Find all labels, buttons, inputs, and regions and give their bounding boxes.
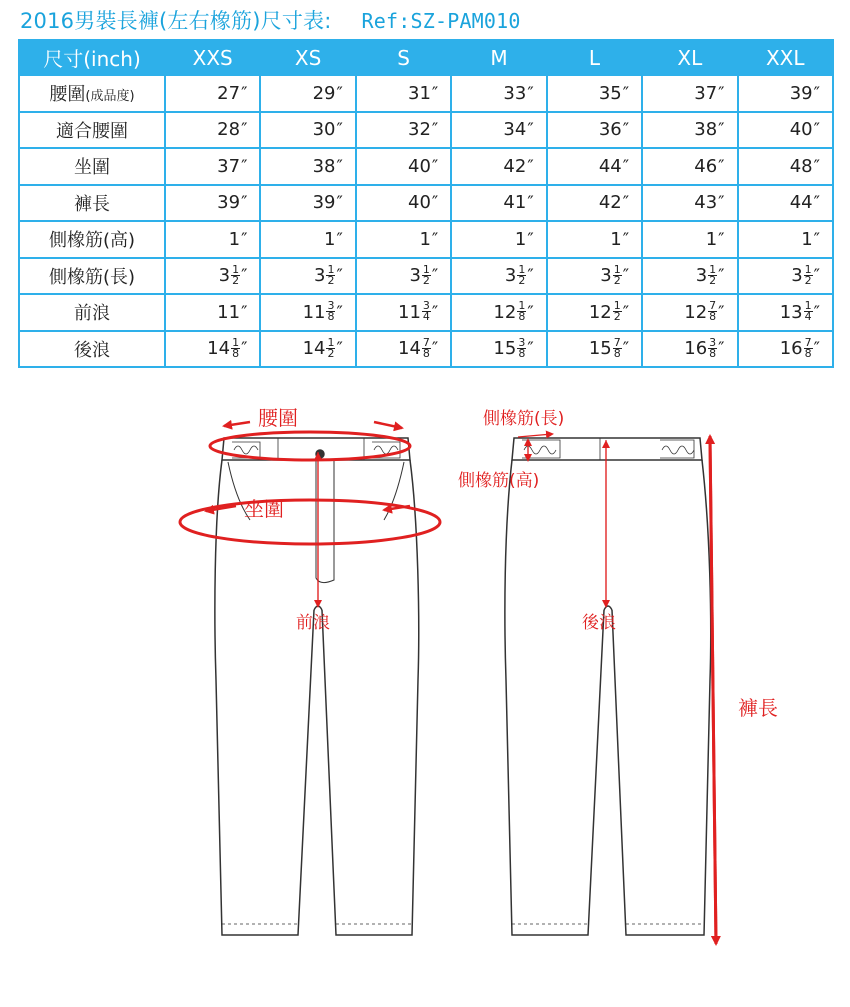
inch-mark: ″ — [718, 193, 725, 214]
cell-whole: 48 — [789, 155, 813, 177]
inch-mark: ″ — [336, 266, 343, 286]
table-cell — [738, 294, 833, 331]
inch-mark: ″ — [813, 83, 820, 104]
cell-whole: 11 — [302, 301, 326, 323]
fraction-numerator: 1 — [518, 262, 526, 276]
table-cell — [642, 148, 737, 185]
inch-mark: ″ — [336, 339, 343, 359]
cell-whole: 40 — [789, 119, 813, 141]
table-cell — [260, 75, 355, 112]
table-cell — [451, 294, 546, 331]
cell-whole: 39 — [312, 192, 336, 214]
cell-whole: 35 — [598, 82, 622, 104]
cell-whole: 27 — [217, 82, 241, 104]
cell-whole: 14 — [302, 338, 326, 359]
fraction-denominator: 8 — [613, 346, 621, 360]
table-cell — [165, 221, 260, 258]
cell-whole: 1 — [324, 228, 336, 250]
table-cell — [165, 258, 260, 295]
row-label — [19, 294, 165, 331]
table-row — [19, 294, 833, 331]
table-cell — [356, 185, 451, 222]
fraction-denominator: 4 — [804, 310, 812, 323]
table-row — [19, 185, 833, 222]
front-rise-label: 前浪 — [296, 613, 330, 633]
cell-fraction — [708, 262, 717, 287]
table-row — [19, 331, 833, 368]
fraction-numerator: 7 — [709, 299, 717, 312]
table-cell — [738, 148, 833, 185]
cell-fraction — [708, 301, 717, 322]
inch-mark: ″ — [241, 229, 248, 250]
inch-mark: ″ — [431, 229, 439, 250]
cell-fraction — [326, 301, 335, 322]
table-cell — [260, 221, 355, 258]
cell-whole: 42 — [503, 155, 527, 177]
inch-mark: ″ — [813, 120, 820, 141]
row-label — [19, 185, 165, 222]
row-label-text: 前浪 — [74, 303, 110, 325]
table-cell — [165, 294, 260, 331]
fraction-numerator: 1 — [613, 262, 621, 276]
cell-whole: 12 — [493, 301, 517, 323]
cell-whole: 13 — [779, 301, 803, 323]
fraction-numerator: 3 — [709, 335, 717, 349]
cell-whole: 12 — [684, 301, 708, 323]
cell-whole: 41 — [503, 192, 527, 214]
inch-mark: ″ — [813, 193, 820, 214]
cell-fraction — [422, 335, 431, 360]
cell-whole: 32 — [408, 119, 431, 141]
inch-mark: ″ — [241, 120, 248, 141]
table-body — [19, 75, 833, 367]
cell-fraction — [804, 262, 813, 287]
side-elastic-length-line — [518, 434, 552, 437]
cell-whole: 1 — [610, 228, 622, 250]
table-cell — [642, 294, 737, 331]
table-cell — [642, 221, 737, 258]
cell-whole: 30 — [312, 119, 336, 141]
table-cell — [356, 331, 451, 368]
table-cell — [738, 221, 833, 258]
fraction-denominator: 2 — [232, 273, 240, 287]
cell-fraction — [326, 262, 335, 287]
cell-whole: 3 — [218, 265, 231, 286]
cell-whole: 36 — [598, 119, 622, 141]
table-cell — [165, 185, 260, 222]
table-cell — [738, 258, 833, 295]
table-cell — [260, 148, 355, 185]
title-text: 2016男裝長褲(左右橡筋)尺寸表: — [20, 9, 332, 33]
table-cell — [356, 148, 451, 185]
cell-whole: 1 — [419, 228, 431, 250]
cell-whole: 16 — [684, 338, 708, 359]
fraction-denominator: 2 — [327, 346, 335, 360]
inch-mark: ″ — [527, 193, 534, 214]
fraction-denominator: 2 — [422, 273, 430, 287]
table-cell — [451, 185, 546, 222]
fraction-denominator: 8 — [422, 346, 430, 360]
table-cell — [738, 185, 833, 222]
inch-mark: ″ — [241, 266, 248, 286]
cell-whole: 39 — [217, 192, 241, 214]
inch-mark: ″ — [527, 229, 534, 250]
row-label — [19, 221, 165, 258]
cell-fraction — [326, 335, 335, 360]
inch-mark: ″ — [431, 156, 439, 177]
row-label — [19, 258, 165, 295]
inch-mark: ″ — [336, 83, 343, 104]
fraction-denominator: 2 — [709, 273, 717, 287]
inch-mark: ″ — [431, 193, 439, 214]
table-cell — [260, 112, 355, 149]
inch-mark: ″ — [336, 156, 343, 177]
table-cell — [356, 75, 451, 112]
row-label — [19, 75, 165, 112]
cell-whole: 3 — [314, 265, 326, 286]
inch-mark: ″ — [622, 193, 630, 214]
cell-whole: 3 — [791, 265, 803, 286]
side-elastic-length-label: 側橡筋(長) — [483, 409, 565, 429]
fraction-denominator: 8 — [804, 346, 812, 360]
cell-whole: 39 — [789, 82, 813, 104]
inch-mark: ″ — [241, 339, 248, 359]
inch-mark: ″ — [718, 156, 725, 177]
table-cell — [165, 75, 260, 112]
cell-whole: 11 — [398, 301, 421, 323]
row-label-text: 坐圍 — [74, 157, 110, 179]
cell-whole: 3 — [409, 265, 421, 286]
inch-mark: ″ — [431, 120, 439, 141]
cell-fraction — [708, 335, 717, 360]
cell-whole: 42 — [598, 192, 622, 214]
table-cell — [547, 258, 642, 295]
row-label-text: 側橡筋(長) — [48, 266, 136, 288]
table-cell — [738, 331, 833, 368]
cell-whole: 14 — [207, 338, 231, 359]
table-cell — [547, 185, 642, 222]
header-size-m: M — [451, 40, 546, 75]
table-cell — [642, 331, 737, 368]
cell-fraction — [517, 262, 526, 287]
table-cell — [260, 185, 355, 222]
cell-whole: 43 — [694, 192, 718, 214]
cell-whole: 3 — [695, 265, 708, 286]
table-cell — [356, 221, 451, 258]
fraction-numerator: 1 — [709, 262, 717, 276]
table-cell — [547, 294, 642, 331]
cell-whole: 37 — [217, 155, 241, 177]
cell-whole: 15 — [493, 338, 517, 359]
table-cell — [165, 112, 260, 149]
cell-fraction — [804, 335, 813, 360]
cell-whole: 29 — [312, 82, 336, 104]
cell-fraction — [231, 335, 240, 360]
row-label-text: 後浪 — [74, 339, 110, 361]
cell-whole: 1 — [705, 228, 718, 250]
fraction-numerator: 1 — [613, 299, 621, 312]
cell-fraction — [804, 301, 813, 322]
cell-whole: 3 — [600, 265, 612, 286]
inch-mark: ″ — [622, 83, 630, 104]
table-cell — [165, 148, 260, 185]
cell-whole: 31 — [408, 82, 431, 104]
cell-whole: 37 — [694, 82, 718, 104]
inch-mark: ″ — [431, 83, 439, 104]
table-row — [19, 75, 833, 112]
cell-whole: 34 — [503, 119, 527, 141]
cell-whole: 15 — [588, 338, 612, 359]
table-header-row — [19, 40, 833, 75]
table-cell — [451, 75, 546, 112]
cell-whole: 14 — [398, 338, 421, 359]
header-size-xxl: XXL — [738, 40, 833, 75]
table-cell — [260, 294, 355, 331]
inch-mark: ″ — [336, 193, 343, 214]
fraction-denominator: 2 — [613, 310, 621, 323]
row-label-text: 適合腰圍 — [56, 120, 128, 142]
row-label — [19, 148, 165, 185]
cell-whole: 28 — [217, 119, 241, 141]
cell-fraction — [613, 262, 622, 287]
inch-mark: ″ — [813, 229, 820, 250]
header-size-xxs: XXS — [165, 40, 260, 75]
cell-fraction — [613, 301, 622, 322]
table-row — [19, 112, 833, 149]
table-cell — [642, 112, 737, 149]
table-cell — [356, 294, 451, 331]
table-cell — [356, 258, 451, 295]
fraction-denominator: 2 — [518, 273, 526, 287]
cell-whole: 38 — [694, 119, 718, 141]
cell-fraction — [517, 335, 526, 360]
fraction-denominator: 2 — [327, 273, 335, 287]
table-cell — [642, 75, 737, 112]
fraction-denominator: 8 — [327, 310, 335, 323]
table-cell — [260, 331, 355, 368]
hip-label: 坐圍 — [244, 497, 284, 521]
row-label-text: 褲長 — [74, 193, 110, 215]
cell-whole: 38 — [312, 155, 336, 177]
fraction-numerator: 1 — [232, 335, 240, 349]
inch-mark: ″ — [813, 266, 820, 286]
inch-mark: ″ — [718, 266, 725, 286]
fraction-numerator: 1 — [804, 299, 812, 312]
cell-whole: 33 — [503, 82, 527, 104]
inch-mark: ″ — [241, 302, 248, 323]
table-cell — [260, 258, 355, 295]
table-cell — [547, 331, 642, 368]
back-rise-label: 後浪 — [582, 613, 616, 633]
fraction-numerator: 1 — [327, 262, 335, 276]
inch-mark: ″ — [336, 302, 343, 323]
inch-mark: ″ — [718, 302, 725, 323]
fraction-denominator: 8 — [709, 346, 717, 360]
cell-fraction — [231, 262, 240, 287]
inch-mark: ″ — [622, 229, 630, 250]
inch-mark: ″ — [622, 302, 630, 323]
reference-code: Ref:SZ-PAM010 — [361, 9, 521, 33]
cell-whole: 1 — [514, 228, 527, 250]
fraction-numerator: 1 — [232, 262, 240, 276]
fraction-numerator: 3 — [518, 335, 526, 349]
row-label-text: 側橡筋(高) — [48, 230, 136, 252]
page-title — [20, 6, 521, 36]
inch-mark: ″ — [527, 339, 534, 359]
table-cell — [451, 148, 546, 185]
row-label — [19, 331, 165, 368]
table-cell — [547, 112, 642, 149]
inch-mark: ″ — [718, 339, 725, 359]
table-cell — [642, 258, 737, 295]
inch-mark: ″ — [622, 266, 630, 286]
measurement-diagram — [0, 380, 850, 1003]
table-row — [19, 258, 833, 295]
header-size-inch: 尺寸(inch) — [19, 40, 165, 75]
table-cell — [451, 331, 546, 368]
fraction-denominator: 8 — [518, 310, 526, 323]
inch-mark: ″ — [431, 339, 439, 359]
table-cell — [547, 75, 642, 112]
table-cell — [547, 148, 642, 185]
table-cell — [451, 112, 546, 149]
inch-mark: ″ — [241, 193, 248, 214]
fraction-numerator: 7 — [804, 335, 812, 349]
header-size-xs: XS — [260, 40, 355, 75]
inch-mark: ″ — [718, 83, 725, 104]
side-elastic-height-label: 側橡筋(高) — [458, 471, 540, 491]
inch-mark: ″ — [241, 156, 248, 177]
cell-fraction — [613, 335, 622, 360]
row-label-note: (成品度) — [85, 89, 135, 105]
inch-mark: ″ — [527, 156, 534, 177]
waist-label: 腰圍 — [258, 406, 298, 430]
table-cell — [642, 185, 737, 222]
fraction-numerator: 1 — [804, 262, 812, 276]
fraction-denominator: 4 — [422, 310, 430, 323]
table-row — [19, 148, 833, 185]
cell-whole: 44 — [789, 192, 813, 214]
fraction-denominator: 8 — [709, 310, 717, 323]
cell-fraction — [422, 301, 431, 322]
header-size-s: S — [356, 40, 451, 75]
fraction-denominator: 8 — [518, 346, 526, 360]
pant-length-label: 褲長 — [738, 696, 778, 720]
header-size-l: L — [547, 40, 642, 75]
cell-whole: 44 — [598, 155, 622, 177]
inch-mark: ″ — [431, 266, 439, 286]
table-row — [19, 221, 833, 258]
inch-mark: ″ — [718, 120, 725, 141]
fraction-numerator: 3 — [422, 299, 430, 312]
table-cell — [451, 221, 546, 258]
cell-whole: 40 — [408, 192, 431, 214]
fraction-denominator: 8 — [232, 346, 240, 360]
cell-whole: 16 — [779, 338, 803, 359]
inch-mark: ″ — [622, 120, 630, 141]
cell-whole: 1 — [801, 228, 813, 250]
fraction-numerator: 3 — [327, 299, 335, 312]
inch-mark: ″ — [813, 302, 820, 323]
inch-mark: ″ — [622, 156, 630, 177]
row-label — [19, 112, 165, 149]
header-size-xl: XL — [642, 40, 737, 75]
size-table — [18, 39, 834, 368]
inch-mark: ″ — [813, 156, 820, 177]
fraction-numerator: 1 — [422, 262, 430, 276]
fraction-denominator: 2 — [804, 273, 812, 287]
table-cell — [165, 331, 260, 368]
back-view — [505, 438, 711, 935]
inch-mark: ″ — [718, 229, 725, 250]
inch-mark: ″ — [813, 339, 820, 359]
table-cell — [451, 258, 546, 295]
inch-mark: ″ — [527, 302, 534, 323]
fraction-numerator: 1 — [518, 299, 526, 312]
fraction-numerator: 1 — [327, 335, 335, 349]
table-cell — [738, 112, 833, 149]
inch-mark: ″ — [622, 339, 630, 359]
fraction-numerator: 7 — [422, 335, 430, 349]
inch-mark: ″ — [527, 266, 534, 286]
pants-illustration — [0, 380, 850, 1003]
inch-mark: ″ — [527, 120, 534, 141]
cell-whole: 46 — [694, 155, 718, 177]
table-cell — [738, 75, 833, 112]
inch-mark: ″ — [527, 83, 534, 104]
fraction-denominator: 2 — [613, 273, 621, 287]
cell-whole: 3 — [504, 265, 517, 286]
cell-fraction — [517, 301, 526, 322]
cell-whole: 11 — [217, 301, 241, 323]
table-cell — [356, 112, 451, 149]
fraction-numerator: 7 — [613, 335, 621, 349]
cell-whole: 1 — [228, 228, 241, 250]
table-cell — [547, 221, 642, 258]
inch-mark: ″ — [241, 83, 248, 104]
cell-whole: 12 — [588, 301, 612, 323]
inch-mark: ″ — [431, 302, 439, 323]
row-label-text: 腰圍 — [49, 84, 86, 106]
inch-mark: ″ — [336, 120, 343, 141]
cell-fraction — [422, 262, 431, 287]
inch-mark: ″ — [336, 229, 343, 250]
cell-whole: 40 — [408, 155, 431, 177]
